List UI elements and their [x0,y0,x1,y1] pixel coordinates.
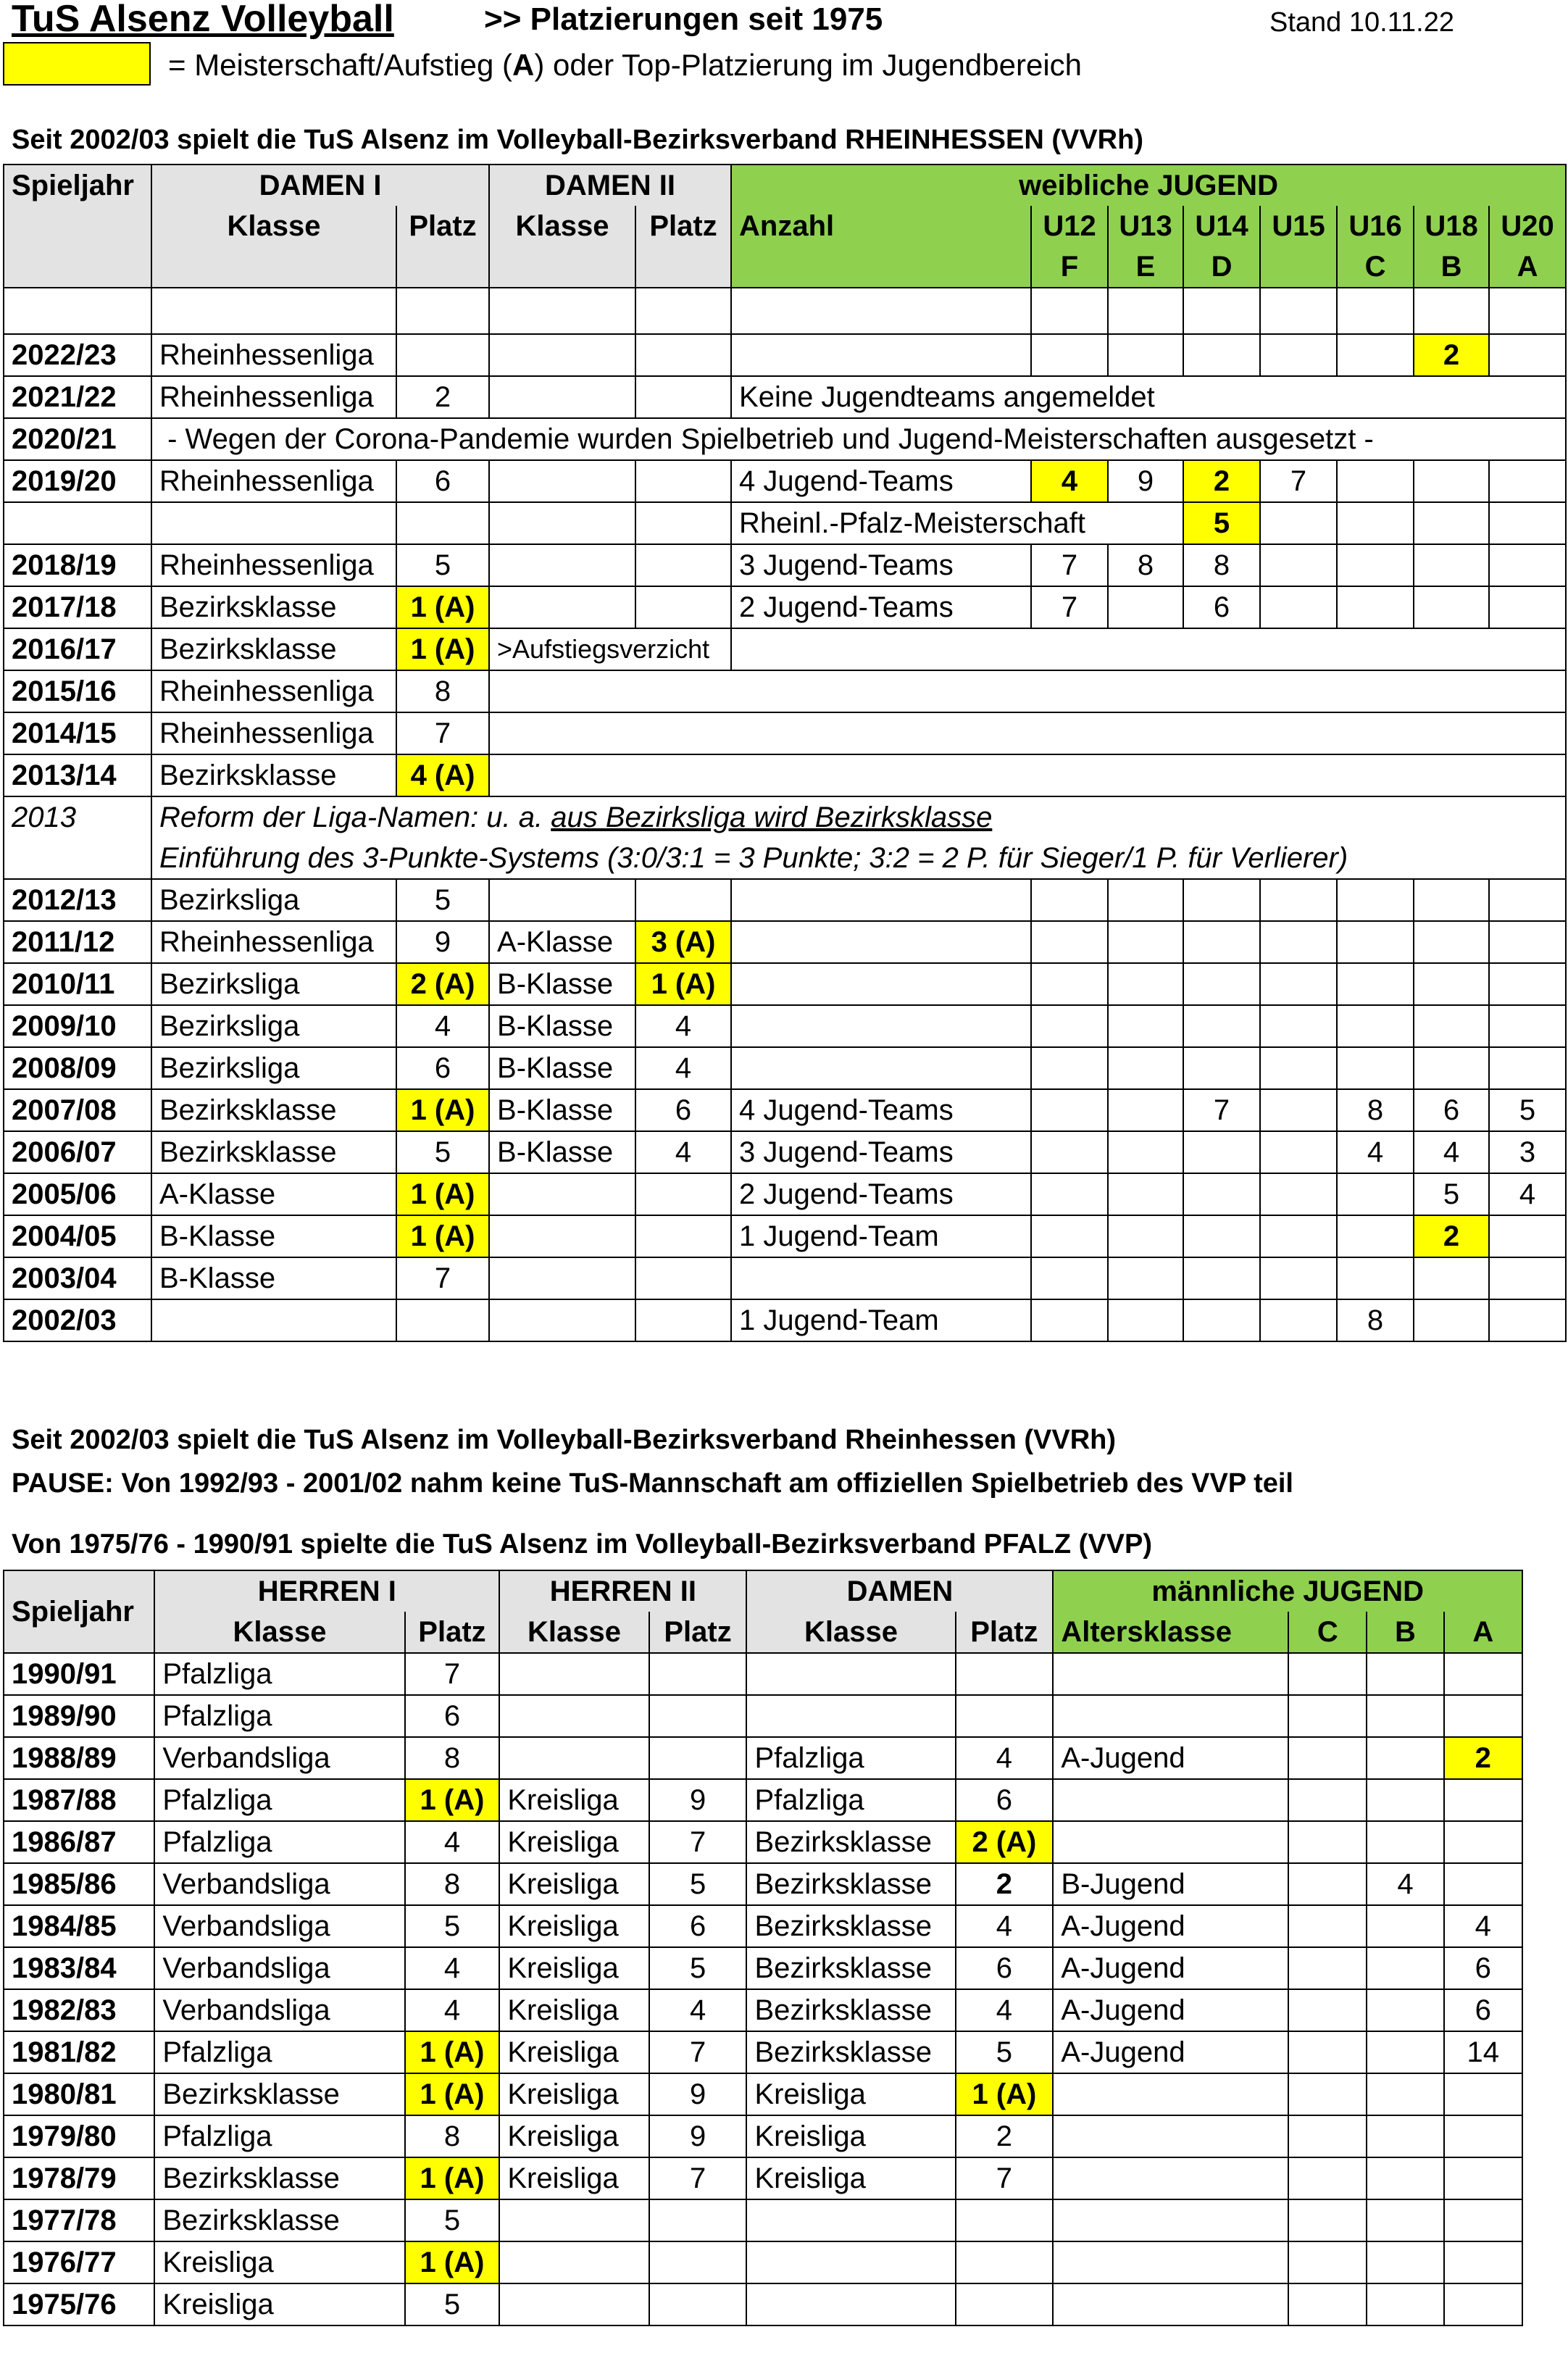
table-row: 2017/18 Bezirksklasse 1 (A) 2 Jugend-Teams 7 6 [4,586,1566,628]
legend-text: = Meisterschaft/Aufstieg (A) oder Top-Platzierung im Jugendbereich [168,48,1083,82]
table-row: 2009/10 Bezirksliga 4 B-Klasse 4 [4,1005,1566,1047]
col-damen2: DAMEN II [489,165,731,206]
col-herren2: HERREN II [499,1570,746,1612]
table-row: 1980/81 Bezirksklasse 1 (A) Kreisliga 9 Kreisliga 1 (A) [4,2073,1522,2115]
table-row: 1975/76 Kreisliga 5 [4,2283,1522,2325]
table-row: Rheinl.-Pfalz-Meisterschaft 5 [4,502,1566,544]
table-row: 1988/89 Verbandsliga 8 Pfalzliga 4 A-Jugend 2 [4,1737,1522,1779]
legend-swatch [3,42,151,86]
col-damen1: DAMEN I [151,165,489,206]
table-header-row [4,1570,1522,1612]
table-rheinhessen [3,164,1567,1342]
table-row: 2004/05 B-Klasse 1 (A) 1 Jugend-Team 2 [4,1215,1566,1257]
col-herren1: HERREN I [154,1570,499,1612]
note-vvrh: Seit 2002/03 spielt die TuS Alsenz im Volleyball-Bezirksverband Rheinhessen (VVRh) [12,1425,1117,1455]
table-row: 2013 Reform der Liga-Namen: u. a. aus Bezirksliga wird Bezirksklasse Einführung des 3-Punkte-Systems (3:0/3:1 = 3 Punkte; 3:2 = 2 P. für Sieger/1 P. für Verlierer) [4,796,1566,879]
table-row: 2005/06 A-Klasse 1 (A) 2 Jugend-Teams 5 4 [4,1173,1566,1215]
table-row: 1982/83 Verbandsliga 4 Kreisliga 4 Bezirksklasse 4 A-Jugend 6 [4,1989,1522,2031]
note-pause: PAUSE: Von 1992/93 - 2001/02 nahm keine TuS-Mannschaft am offiziellen Spielbetrieb des VVP teil [12,1468,1293,1499]
table-row: 2011/12 Rheinhessenliga 9 A-Klasse 3 (A) [4,921,1566,963]
table-row: 2007/08 Bezirksklasse 1 (A) B-Klasse 6 4 Jugend-Teams 7 8 6 5 [4,1089,1566,1131]
table-pfalz [3,1570,1523,2326]
col-damen: DAMEN [746,1570,1053,1612]
table-header-row: Klasse Platz Klasse Platz Klasse Platz Altersklasse C B A [4,1612,1522,1653]
table-row: 1990/91 Pfalzliga 7 [4,1653,1522,1695]
table-row: 2022/23 Rheinhessenliga 2 [4,334,1566,376]
table-header-row: F E D C B A [4,246,1566,288]
table-header-row: Klasse Platz Klasse Platz Anzahl U12 U13 U14 U15 U16 U18 U20 [4,206,1566,246]
table-row: 1978/79 Bezirksklasse 1 (A) Kreisliga 7 Kreisliga 7 [4,2157,1522,2199]
table-row: 1983/84 Verbandsliga 4 Kreisliga 5 Bezirksklasse 6 A-Jugend 6 [4,1947,1522,1989]
table-row [4,288,1566,334]
table-row: 1986/87 Pfalzliga 4 Kreisliga 7 Bezirksklasse 2 (A) [4,1821,1522,1863]
table-row: 2020/21 - Wegen der Corona-Pandemie wurden Spielbetrieb und Jugend-Meisterschaften ausgesetzt - [4,418,1566,460]
table-row: 1989/90 Pfalzliga 6 [4,1695,1522,1737]
table-row: 1979/80 Pfalzliga 8 Kreisliga 9 Kreisliga 2 [4,2115,1522,2157]
table-row: 2014/15 Rheinhessenliga 7 [4,712,1566,754]
stand-date: Stand 10.11.22 [1269,7,1454,38]
section1-title: Seit 2002/03 spielt die TuS Alsenz im Volleyball-Bezirksverband RHEINHESSEN (VVRh) [12,125,1143,155]
table-row: 2018/19 Rheinhessenliga 5 3 Jugend-Teams 7 8 8 [4,544,1566,586]
table-row: 2016/17 Bezirksklasse 1 (A) >Aufstiegsverzicht [4,628,1566,670]
table-row: 1985/86 Verbandsliga 8 Kreisliga 5 Bezirksklasse 2 B-Jugend 4 [4,1863,1522,1905]
table-row: 2019/20 Rheinhessenliga 6 4 Jugend-Teams 4 9 2 7 [4,460,1566,502]
col-spieljahr: Spieljahr [4,165,151,206]
col-jugend: weibliche JUGEND [731,165,1566,206]
note-vvp: Von 1975/76 - 1990/91 spielte die TuS Alsenz im Volleyball-Bezirksverband PFALZ (VVP) [12,1529,1153,1560]
table-row: 2008/09 Bezirksliga 6 B-Klasse 4 [4,1047,1566,1089]
col-maennliche-jugend: männliche JUGEND [1053,1570,1522,1612]
table-row: 2002/03 1 Jugend-Team 8 [4,1299,1566,1341]
table-row: 1987/88 Pfalzliga 1 (A) Kreisliga 9 Pfalzliga 6 [4,1779,1522,1821]
page-subtitle: >> Platzierungen seit 1975 [484,1,883,37]
page-title: TuS Alsenz Volleyball [12,0,394,40]
table-row: 2003/04 B-Klasse 7 [4,1257,1566,1299]
table-row: 1981/82 Pfalzliga 1 (A) Kreisliga 7 Bezirksklasse 5 A-Jugend 14 [4,2031,1522,2073]
table-header-row [4,165,1566,206]
table-row: 1977/78 Bezirksklasse 5 [4,2199,1522,2241]
table-row: 2015/16 Rheinhessenliga 8 [4,670,1566,712]
col-spieljahr: Spieljahr [4,1570,154,1653]
table-row: 2012/13 Bezirksliga 5 [4,879,1566,921]
table-row: 2006/07 Bezirksklasse 5 B-Klasse 4 3 Jugend-Teams 4 4 3 [4,1131,1566,1173]
table-row: 1984/85 Verbandsliga 5 Kreisliga 6 Bezirksklasse 4 A-Jugend 4 [4,1905,1522,1947]
table-row: 2010/11 Bezirksliga 2 (A) B-Klasse 1 (A) [4,963,1566,1005]
table-row: 2013/14 Bezirksklasse 4 (A) [4,754,1566,796]
table-row: 1976/77 Kreisliga 1 (A) [4,2241,1522,2283]
table-row: 2021/22 Rheinhessenliga 2 Keine Jugendteams angemeldet [4,376,1566,418]
